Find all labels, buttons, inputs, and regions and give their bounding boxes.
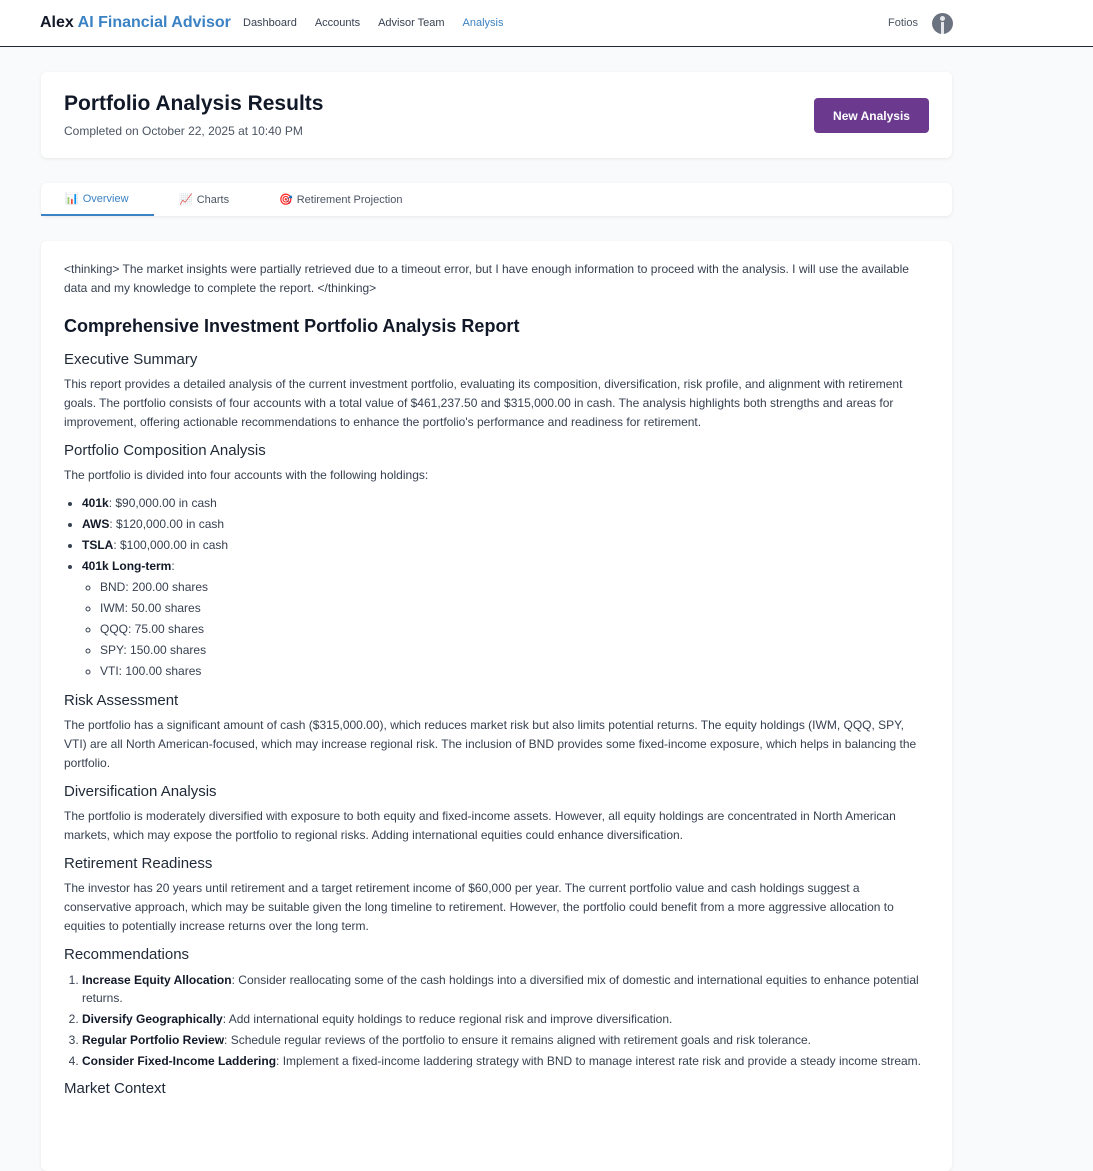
list-item bbox=[82, 535, 929, 556]
recommendation-detail: : Consider reallocating some of the cash holdings into a diversified mix of domestic and international equities to enhance potential returns. bbox=[82, 973, 919, 1005]
list-item bbox=[82, 1052, 929, 1070]
user-name[interactable]: Fotios bbox=[888, 17, 918, 29]
retirement-text: The investor has 20 years until retirement and a target retirement income of $60,000 per year. The current portfolio value and cash holdings suggest a conservative approach, which may be suitable given the long timeline to retirement. However, the portfolio could benefit from a more aggressive allocation to equities to potentially increase returns over the long term. bbox=[64, 881, 894, 933]
holding-item: ◦ SPY: 150.00 shares bbox=[100, 640, 929, 661]
composition-text: The portfolio is divided into four accounts with the following holdings: bbox=[64, 468, 429, 482]
diversification-text: The portfolio is moderately diversified with exposure to both equity and fixed-income assets. However, all equity holdings are concentrated in North American markets, which may expose the portfolio to regional risks. Adding international equities could enhance diversification. bbox=[64, 809, 896, 842]
account-name: 401k Long-term bbox=[82, 559, 172, 573]
exec-summary-heading: Executive Summary bbox=[64, 351, 198, 368]
report-card bbox=[41, 241, 952, 1171]
market-context-heading: Market Context bbox=[64, 1080, 166, 1097]
avatar-body-icon bbox=[941, 22, 944, 34]
risk-heading: Risk Assessment bbox=[64, 692, 179, 709]
holding-item: ◦ QQQ: 75.00 shares bbox=[100, 619, 929, 640]
page-title: Portfolio Analysis Results bbox=[64, 92, 324, 115]
nav-accounts[interactable]: Accounts bbox=[314, 17, 361, 29]
tab-overview-label: Overview bbox=[82, 192, 129, 205]
list-item bbox=[82, 1010, 929, 1028]
tab-charts[interactable] bbox=[155, 183, 253, 216]
account-name: 401k bbox=[82, 496, 109, 510]
recommendation-detail: : Add international equity holdings to reduce regional risk and improve diversification. bbox=[222, 1012, 673, 1026]
new-analysis-button[interactable]: New Analysis bbox=[814, 98, 929, 133]
avatar-head-icon bbox=[940, 16, 945, 21]
recommendation-detail: : Schedule regular reviews of the portfolio to ensure it remains aligned with retirement goals and risk tolerance. bbox=[224, 1033, 811, 1047]
brand-prefix: Alex bbox=[40, 14, 74, 31]
account-detail: : bbox=[171, 559, 175, 573]
holding-item: ◦ VTI: 100.00 shares bbox=[100, 661, 929, 682]
retirement-heading: Retirement Readiness bbox=[64, 855, 213, 872]
line-chart-icon: 📈 bbox=[179, 194, 193, 206]
list-item bbox=[82, 556, 929, 682]
holding-item: ◦ IWM: 50.00 shares bbox=[100, 598, 929, 619]
tab-charts-label: Charts bbox=[196, 193, 230, 206]
recommendation-name: Regular Portfolio Review bbox=[82, 1033, 225, 1047]
list-item bbox=[82, 971, 929, 1007]
list-item bbox=[82, 514, 929, 535]
recommendations-list bbox=[64, 971, 929, 1070]
recommendation-detail: : Implement a fixed-income laddering strategy with BND to manage interest rate risk and provide a steady income stream. bbox=[276, 1054, 921, 1068]
report-title: Comprehensive Investment Portfolio Analysis Report bbox=[64, 316, 520, 336]
avatar[interactable] bbox=[932, 13, 953, 34]
account-detail: : $120,000.00 in cash bbox=[109, 517, 225, 531]
nav-advisor-team[interactable]: Advisor Team bbox=[378, 17, 445, 29]
tab-retirement-projection[interactable] bbox=[255, 183, 426, 216]
brand-accent: AI Financial Advisor bbox=[77, 14, 231, 31]
account-detail: : $100,000.00 in cash bbox=[113, 538, 229, 552]
recommendations-heading: Recommendations bbox=[64, 946, 190, 963]
account-name: AWS bbox=[82, 517, 110, 531]
top-navbar bbox=[0, 0, 1093, 47]
account-detail: : $90,000.00 in cash bbox=[108, 496, 217, 510]
list-item bbox=[82, 1031, 929, 1049]
recommendation-name: Diversify Geographically bbox=[82, 1012, 223, 1026]
exec-summary-text: This report provides a detailed analysis of the current investment portfolio, evaluating its composition, diversification, risk profile, and alignment with retirement goals. The portfolio consists of four accounts with a total value of $461,237.50 and $315,000.00 in cash. The analysis highlights both strengths and areas for improvement, offering actionable recommendations to enhance the portfolio's performance and readiness for retirement. bbox=[64, 377, 903, 429]
target-icon: 🎯 bbox=[279, 194, 293, 206]
nav-dashboard[interactable]: Dashboard bbox=[243, 17, 297, 29]
thinking-note: <thinking> The market insights were partially retrieved due to a timeout error, but I have enough information to proceed with the analysis. I will use the available data and my knowledge to complete the report. </thinking> bbox=[64, 262, 909, 295]
brand-logo[interactable] bbox=[40, 14, 231, 32]
bar-chart-icon: 📊 bbox=[65, 193, 79, 205]
holdings-list bbox=[82, 577, 929, 682]
tab-overview[interactable] bbox=[41, 183, 154, 216]
diversification-heading: Diversification Analysis bbox=[64, 783, 217, 800]
nav-analysis[interactable]: Analysis bbox=[462, 17, 504, 29]
recommendation-name: Consider Fixed-Income Laddering bbox=[82, 1054, 277, 1068]
tab-retirement-label: Retirement Projection bbox=[296, 193, 403, 206]
nav-links bbox=[243, 17, 503, 29]
composition-heading: Portfolio Composition Analysis bbox=[64, 442, 266, 459]
completion-timestamp: Completed on October 22, 2025 at 10:40 PM bbox=[64, 124, 303, 138]
recommendation-name: Increase Equity Allocation bbox=[82, 973, 232, 987]
list-item bbox=[82, 493, 929, 514]
holding-item: ◦ BND: 200.00 shares bbox=[100, 577, 929, 598]
tab-bar bbox=[41, 183, 952, 216]
risk-text: The portfolio has a significant amount of cash ($315,000.00), which reduces market risk but also limits potential returns. The equity holdings (IWM, QQQ, SPY, VTI) are all North American-focused, which may increase regional risk. The inclusion of BND provides some fixed-income exposure, which helps in balancing the portfolio. bbox=[64, 718, 917, 770]
accounts-list bbox=[64, 493, 929, 682]
account-name: TSLA bbox=[82, 538, 114, 552]
results-header-card bbox=[41, 72, 952, 158]
